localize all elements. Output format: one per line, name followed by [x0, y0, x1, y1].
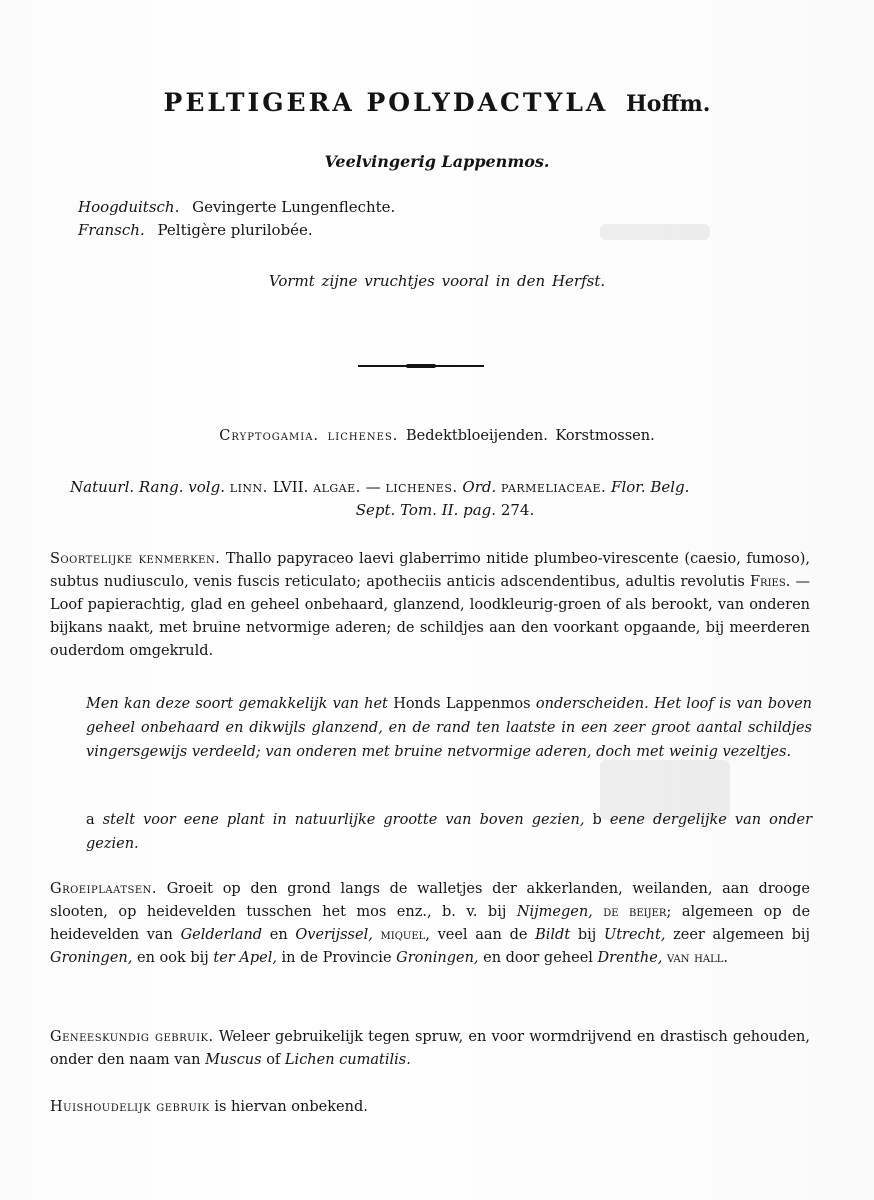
vernacular-names [78, 196, 395, 242]
place-name: Bildt [535, 927, 571, 943]
rank-label: Natuurl. Rang. volg. [70, 478, 225, 496]
place-name: Overijssel, [295, 927, 373, 943]
collector-name: van hall. [667, 950, 728, 966]
note-text: Men kan deze soort gemakkelijk van het [86, 696, 388, 712]
habitat-text: Groeit op den grond langs de walletjes der akkerlanden, weilanden, aan drooge slooten, op heidevelden tusschen het mos enz., b. v. bij [50, 881, 811, 920]
habitat-text: en ook bij [136, 950, 209, 966]
household-use [50, 1096, 810, 1119]
ornamental-rule [358, 365, 484, 367]
figure-legend [86, 808, 812, 856]
note-text: onderscheiden. Het loof is van boven geheel onbehaard en dikwijls glanzend, en de rand ten laatste in een zeer groot aantal schildjes vingersgewijs verdeeld; van onderen met bruine netvormige aderen, doch met weinig vezeltjes. [86, 696, 813, 760]
habitat-text: in de Provincie [281, 950, 392, 966]
vernacular-german [78, 196, 395, 219]
habitat-text: bij [577, 927, 597, 943]
species-characteristics [50, 548, 810, 663]
rank-line-2 [70, 499, 820, 522]
language-label: Hoogduitsch. [78, 198, 180, 216]
rank-reference: Sept. Tom. II. pag. [355, 501, 497, 519]
rank-page: 274. [500, 501, 535, 519]
place-name: Drenthe, [597, 950, 663, 966]
place-name: Gelderland [180, 927, 263, 943]
place-name: Groningen, [50, 950, 133, 966]
medicinal-text: Weleer gebruikelijk tegen spruw, en voor wormdrijvend en drastisch gehouden, onder den naam van [50, 1029, 810, 1068]
place-name: Utrecht, [603, 927, 666, 943]
fruiting-season: Vormt zijne vruchtjes vooral in den Herfst. [268, 272, 606, 290]
medicinal-text: of [266, 1052, 281, 1068]
habitats [50, 878, 810, 970]
natural-rank [70, 476, 820, 522]
classification-dutch: Bedektbloeijenden. Korstmossen. [406, 428, 655, 444]
classification [0, 428, 874, 444]
language-label: Fransch. [78, 221, 145, 239]
vernacular-name: Gevingerte Lungenflechte. [192, 198, 396, 216]
rank-number: LVII. [272, 478, 309, 496]
rank-dash: — [365, 478, 381, 496]
distinction-note [86, 692, 812, 764]
classification-latin: Cryptogamia. lichenes. [219, 428, 399, 444]
rank-algae: algae. [313, 478, 361, 496]
latin-name: Lichen cumatilis. [284, 1052, 411, 1068]
habitat-text: algemeen op de heidevelden van [50, 904, 811, 943]
collector-name: miquel, [380, 927, 430, 943]
dutch-name: Veelvingerig Lappenmos. [324, 152, 550, 171]
species-name: PELTIGERA POLYDACTYLA [163, 88, 609, 117]
section-heading: Groeiplaatsen. [50, 881, 158, 897]
household-text: is hiervan onbekend. [214, 1099, 368, 1115]
diagnosis-author: Fries. [750, 574, 791, 590]
latin-name: Muscus [205, 1052, 262, 1068]
figure-a-text: stelt voor eene plant in natuurlijke grootte van boven gezien, [102, 812, 585, 828]
note-species-name: Honds Lappenmos [393, 696, 531, 712]
rank-line-1 [70, 476, 820, 499]
section-heading: Geneeskundig gebruik. [50, 1029, 214, 1045]
vernacular-name: Peltigère plurilobée. [157, 221, 313, 239]
place-name: Groningen, [396, 950, 479, 966]
place-name: Nijmegen, [516, 904, 593, 920]
rank-lichenes: lichenes. [385, 478, 458, 496]
figure-letter-a: a [86, 812, 95, 828]
rank-family: parmeliaceae. [501, 478, 607, 496]
rank-ord: Ord. [462, 478, 497, 496]
species-author: Hoffm. [626, 91, 711, 117]
habitat-text: veel aan de [437, 927, 528, 943]
habitat-text: en [269, 927, 288, 943]
figure-letter-b: b [592, 812, 602, 828]
habitat-text: en door geheel [483, 950, 593, 966]
collector-name: de beijer; [603, 904, 672, 920]
bleed-through-mark [600, 224, 710, 240]
medicinal-use [50, 1026, 810, 1072]
rank-linn: linn. [229, 478, 268, 496]
figure-b-text: eene dergelijke van onder gezien. [86, 812, 813, 852]
dutch-diagnosis: — Loof papierachtig, glad en geheel onbehaard, glanzend, loodkleurig-groen of als berookt, van onderen bijkans naakt, met bruine netvormige aderen; de schildjes aan den voorkant opgaande, bij meerderen ouderdom omgekruld. [50, 574, 811, 659]
section-heading: Soortelijke kenmerken. [50, 551, 221, 567]
species-title [0, 88, 874, 117]
rank-flora: Flor. Belg. [611, 478, 690, 496]
habitat-text: zeer algemeen bij [673, 927, 811, 943]
place-name: ter Apel, [213, 950, 277, 966]
latin-diagnosis: Thallo papyraceo laevi glaberrimo nitide plumbeo-virescente (caesio, fumoso), subtus nudiusculo, venis fuscis reticulato; apotheciis anticis adscendentibus, adultis revolutis [50, 551, 811, 590]
vernacular-french [78, 219, 395, 242]
section-heading: Huishoudelijk gebruik [50, 1099, 210, 1115]
